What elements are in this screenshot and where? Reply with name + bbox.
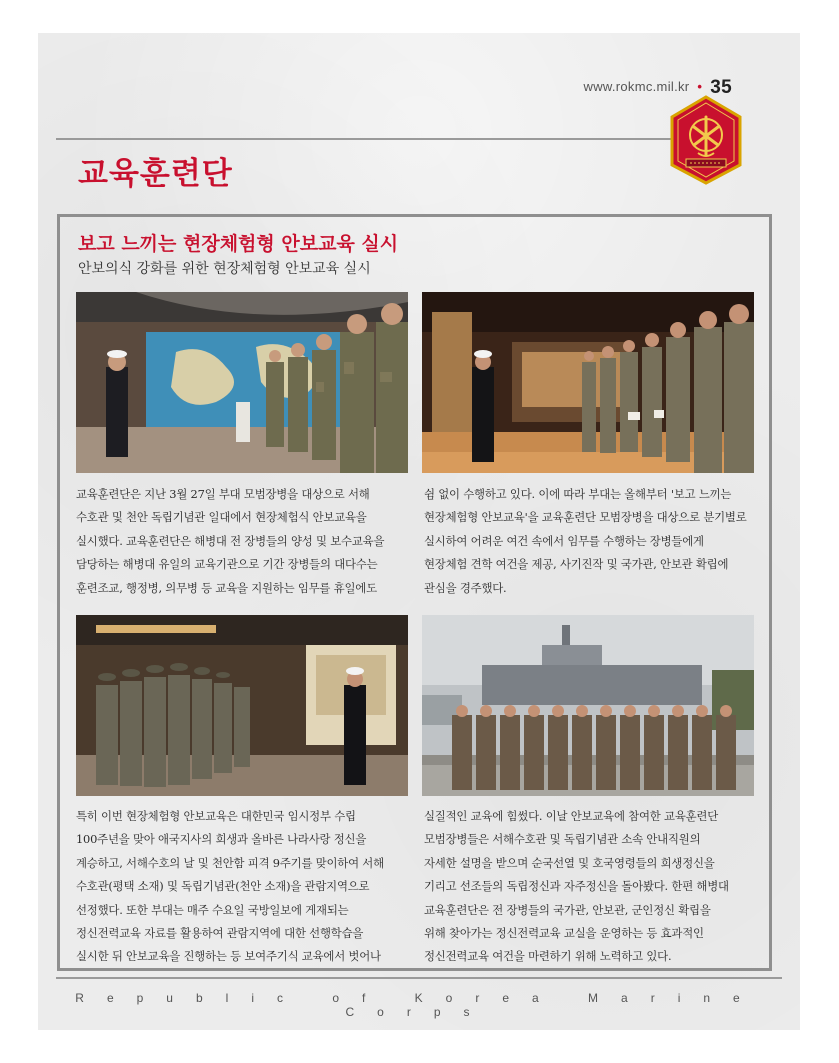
article-text-line: 현장체험 견학 여건을 제공, 사기진작 및 국가관, 안보관 확립에 <box>424 557 729 572</box>
footer-rule <box>56 977 782 979</box>
article-text-line: 자세한 설명을 받으며 순국선열 및 호국영령들의 희생정신을 <box>424 855 715 870</box>
header-separator: • <box>697 79 703 94</box>
article-text-line: 100주년을 맞아 애국지사의 희생과 올바른 나라사랑 정신을 <box>76 832 367 847</box>
article-text-line: 관심을 경주했다. <box>424 580 507 595</box>
photo-museum-map-tour <box>76 292 408 473</box>
article-text-line: 쉼 없이 수행하고 있다. 이에 따라 부대는 올해부터 '보고 느끼는 <box>424 487 732 501</box>
article-text-line: 담당하는 해병대 유일의 교육기관으로 기간 장병들의 대다수는 <box>76 557 378 572</box>
article-text-line: 교육훈련단은 지난 3월 27일 부대 모범장병을 대상으로 서해 <box>76 487 370 501</box>
website-url[interactable]: www.rokmc.mil.kr <box>583 79 690 94</box>
section-title: 교육훈련단 <box>78 156 233 192</box>
article-text-column-2 <box>424 483 756 600</box>
photo-group-warship <box>422 615 754 796</box>
article-text-column-3 <box>76 805 408 969</box>
article-text-line: 특히 이번 현장체험형 안보교육은 대한민국 임시정부 수립 <box>76 809 356 823</box>
article-text-line: 선정했다. 또한 부대는 매주 수요일 국방일보에 게재되는 <box>76 902 349 917</box>
article-text-column-4 <box>424 805 756 969</box>
article-text-line: 정신전력교육 여건을 마련하기 위해 노력하고 있다. <box>424 949 672 964</box>
article-text-line: 수호관 및 천안 독립기념관 일대에서 현장체험식 안보교육을 <box>76 510 367 525</box>
article-text-line: 위해 찾아가는 정신전력교육 교실을 운영하는 등 효과적인 <box>424 926 704 941</box>
article-title: 보고 느끼는 현장체험형 안보교육 실시 <box>78 233 399 255</box>
article-text-column-1 <box>76 483 408 600</box>
article-text-line: 실질적인 교육에 힘썼다. 이날 안보교육에 참여한 교육훈련단 <box>424 809 719 823</box>
photo-exhibition-guide <box>422 292 754 473</box>
article-subtitle: 안보의식 강화를 위한 현장체험형 안보교육 실시 <box>78 261 371 277</box>
article-text-line: 정신전력교육 자료를 활용하여 관람지역에 대한 선행학습을 <box>76 926 364 941</box>
article-text-line: 실시했다. 교육훈련단은 해병대 전 장병들의 양성 및 보수교육을 <box>76 533 385 548</box>
article-text-line: 현장체험형 안보교육'을 교육훈련단 모범장병을 대상으로 분기별로 <box>424 510 747 525</box>
article-text-line: 모범장병들은 서해수호관 및 독립기념관 소속 안내직원의 <box>424 832 701 847</box>
article-text-line: 계승하고, 서해수호의 날 및 천안함 피격 9주기를 맞이하여 서해 <box>76 855 384 870</box>
marine-corps-emblem-icon <box>670 95 742 185</box>
header-rule <box>56 138 704 140</box>
page-number: 35 <box>710 77 732 98</box>
article-text-line: 기리고 선조들의 독립정신과 자주정신을 돌아봤다. 한편 해병대 <box>424 879 729 894</box>
article-text-line: 훈련조교, 행정병, 의무병 등 교육을 지원하는 임무를 휴일에도 <box>76 580 377 595</box>
article-text-line: 실시하여 어려운 여건 속에서 임무를 수행하는 장병들에게 <box>424 533 704 548</box>
page-footer: Republic of Korea Marine Corps <box>75 991 763 1019</box>
article-text-line: 교육훈련단은 전 장병들의 국가관, 안보관, 군인정신 확립을 <box>424 902 711 917</box>
article-text-line: 실시한 뒤 안보교육을 진행하는 등 보여주기식 교육에서 벗어나 <box>76 949 381 964</box>
article-text-line: 수호관(평택 소재) 및 독립기념관(천안 소재)을 관람지역으로 <box>76 879 370 894</box>
photo-independence-hall-tour <box>76 615 408 796</box>
magazine-page <box>38 33 800 1030</box>
